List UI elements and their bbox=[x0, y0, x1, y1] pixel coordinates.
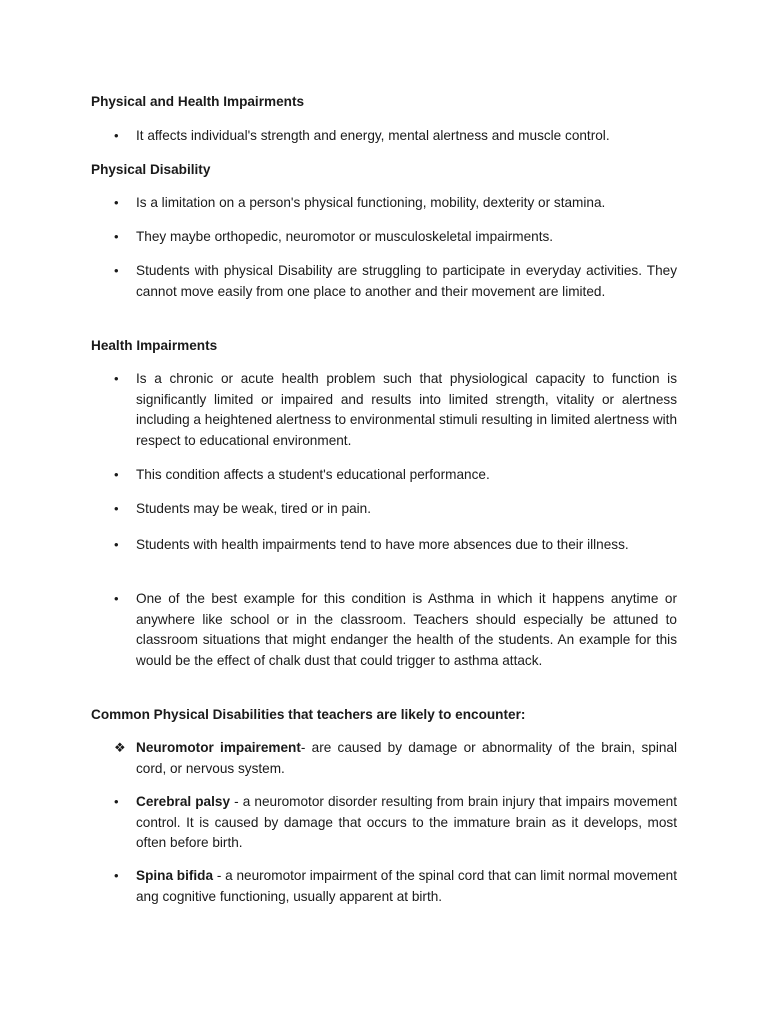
section-heading-physical-disability: Physical Disability bbox=[91, 162, 211, 177]
list-item-text: They maybe orthopedic, neuromotor or musculoskeletal impairments. bbox=[136, 229, 554, 244]
list-item bbox=[114, 792, 677, 854]
bullet-icon: • bbox=[114, 263, 119, 278]
section-heading-health-impairments: Health Impairments bbox=[91, 338, 218, 353]
term-description: - a neuromotor impairment of the spinal cord that can limit normal movement ang cognitive functioning, usually apparent at birth. bbox=[136, 868, 677, 904]
bullet-icon: • bbox=[114, 868, 119, 883]
bullet-icon: • bbox=[114, 501, 119, 516]
list-item bbox=[114, 499, 677, 520]
diamond-bullet-icon: ❖ bbox=[114, 740, 126, 755]
section-heading-common-physical-disabilities: Common Physical Disabilities that teachers are likely to encounter: bbox=[91, 707, 526, 722]
term-label: Neuromotor impairement bbox=[136, 740, 301, 755]
list-item-text: This condition affects a student's educational performance. bbox=[136, 467, 490, 482]
term-description: - a neuromotor disorder resulting from brain injury that impairs movement control. It is caused by damage that occurs to the immature brain as it develops, most often before birth. bbox=[136, 794, 677, 851]
bullet-icon: • bbox=[114, 128, 119, 143]
list-item-text: It affects individual's strength and energy, mental alertness and muscle control. bbox=[136, 128, 610, 143]
list-item bbox=[114, 193, 677, 214]
bullet-icon: • bbox=[114, 195, 119, 210]
term-label: Spina bifida bbox=[136, 868, 214, 883]
list-item-text bbox=[136, 738, 677, 779]
list-item-text: Students with health impairments tend to have more absences due to their illness. bbox=[136, 537, 629, 552]
list-item bbox=[114, 465, 677, 486]
bullet-icon: • bbox=[114, 467, 119, 482]
section-heading-physical-and-health-impairments: Physical and Health Impairments bbox=[91, 94, 305, 109]
bullet-icon: • bbox=[114, 591, 119, 606]
list-item bbox=[114, 261, 677, 302]
list-item bbox=[114, 369, 677, 451]
list-item-text: Is a chronic or acute health problem such that physiological capacity to function is significantly limited or impaired and results into limited strength, vitality or alertness including a heightened alertness to environmental stimuli resulting in limited alertness with respect to educational environment. bbox=[136, 371, 678, 448]
list-item-text: Students may be weak, tired or in pain. bbox=[136, 501, 371, 516]
list-item-text: Is a limitation on a person's physical functioning, mobility, dexterity or stamina. bbox=[136, 195, 606, 210]
list-item-text: One of the best example for this condition is Asthma in which it happens anytime or anywhere like school or in the classroom. Teachers should especially be attuned to classroom situations that might endanger the health of the students. An example for this would be the effect of chalk dust that could trigger to asthma attack. bbox=[136, 591, 677, 668]
bullet-icon: • bbox=[114, 371, 119, 386]
list-item bbox=[114, 535, 677, 556]
list-item bbox=[114, 227, 677, 248]
bullet-icon: • bbox=[114, 537, 119, 552]
list-item bbox=[114, 738, 677, 779]
list-item bbox=[114, 589, 677, 671]
list-item-text bbox=[136, 866, 677, 907]
list-item-text: Students with physical Disability are struggling to participate in everyday activities. They cannot move easily from one place to another and their movement are limited. bbox=[136, 263, 677, 299]
term-label: Cerebral palsy bbox=[136, 794, 231, 809]
list-item bbox=[114, 126, 677, 147]
list-item-text bbox=[136, 792, 677, 854]
bullet-icon: • bbox=[114, 229, 119, 244]
bullet-icon: • bbox=[114, 794, 119, 809]
list-item bbox=[114, 866, 677, 907]
term-description: - are caused by damage or abnormality of the brain, spinal cord, or nervous system. bbox=[136, 740, 677, 776]
